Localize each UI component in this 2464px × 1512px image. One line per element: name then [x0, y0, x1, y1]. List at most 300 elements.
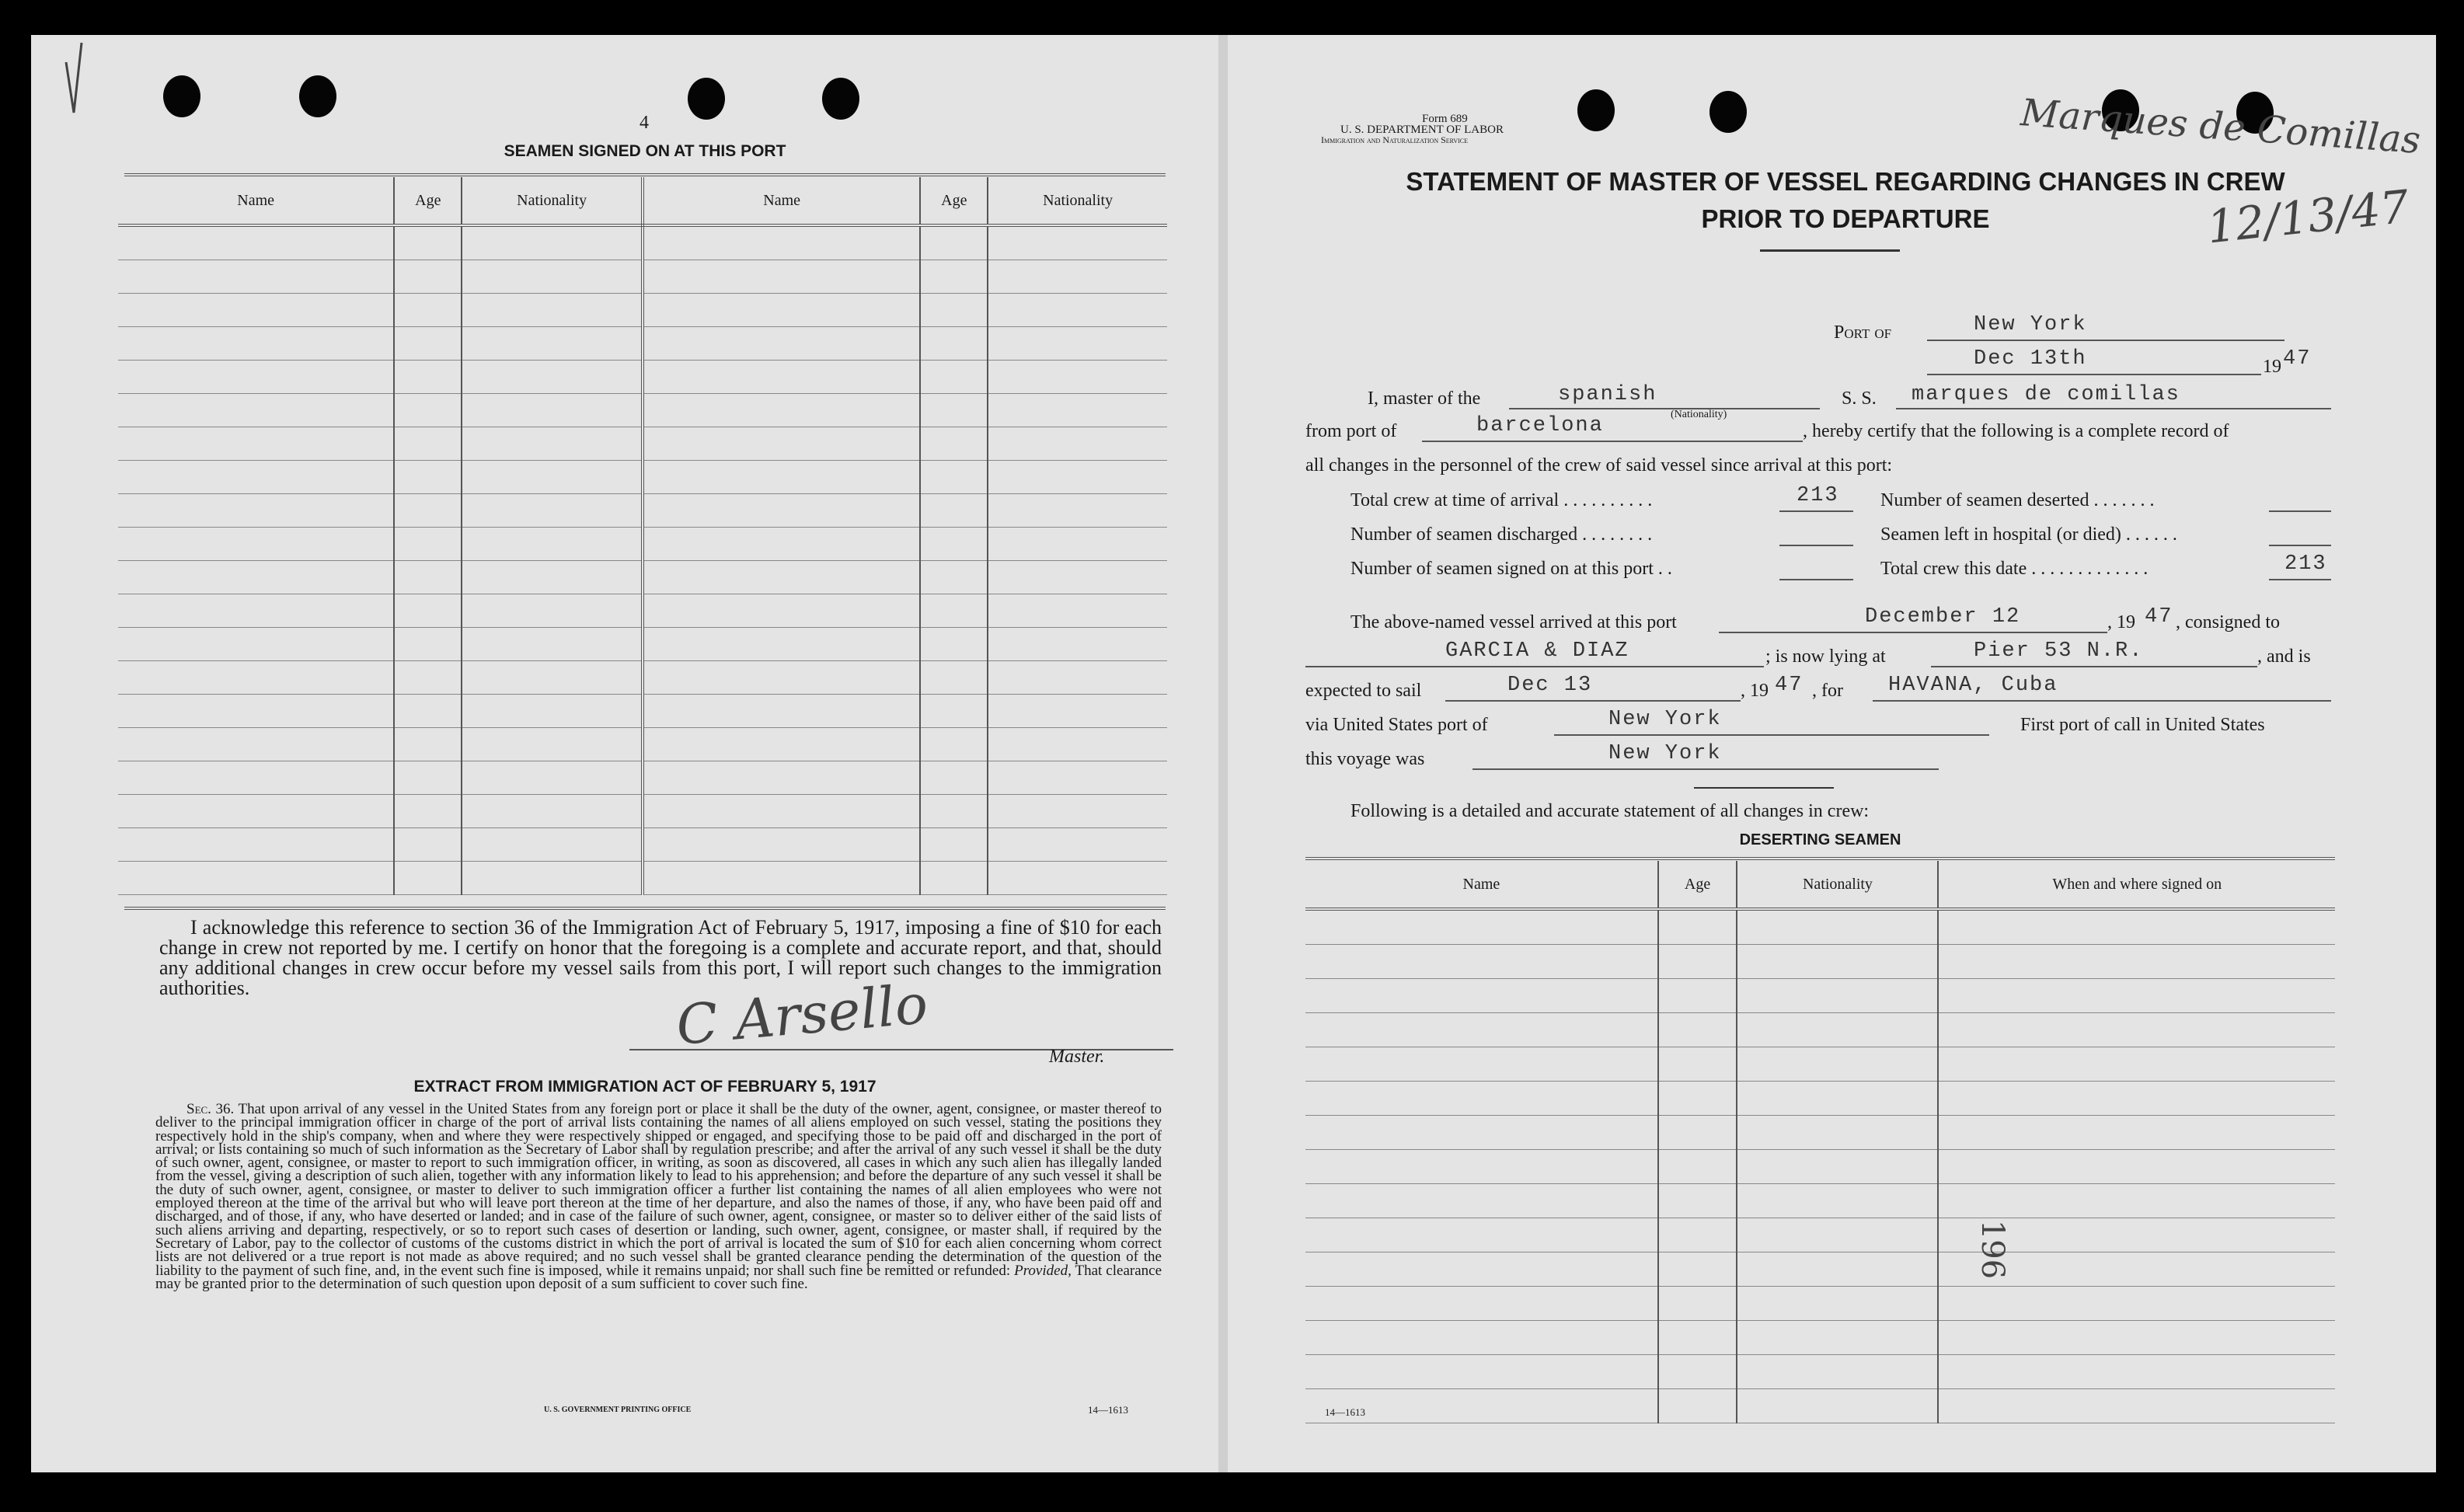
col-header-nationality: Nationality — [462, 177, 643, 225]
document-sheet — [31, 35, 2436, 1472]
total-crew-arrival-value: 213 — [1797, 484, 1839, 507]
left-form-code: 14—1613 — [1088, 1404, 1128, 1416]
table-cell — [988, 695, 1167, 728]
table-cell — [1305, 1184, 1658, 1218]
table-cell — [1658, 1287, 1737, 1321]
table-cell — [1658, 1082, 1737, 1116]
table-cell — [1305, 1218, 1658, 1252]
table-cell — [920, 561, 988, 594]
table-cell — [1658, 1047, 1737, 1082]
table-cell — [643, 294, 920, 327]
table-cell — [118, 628, 394, 661]
table-cell — [118, 761, 394, 795]
table-cell — [920, 828, 988, 862]
table-cell — [643, 528, 920, 561]
table-cell — [462, 394, 643, 427]
table-cell — [118, 494, 394, 528]
table-cell — [643, 260, 920, 294]
table-cell — [1305, 1013, 1658, 1047]
table-cell — [118, 561, 394, 594]
table-cell — [1938, 1184, 2335, 1218]
table-cell — [643, 394, 920, 427]
punch-hole — [163, 75, 200, 117]
nationality-note: (Nationality) — [1671, 409, 1727, 420]
table-cell — [1737, 1116, 1938, 1150]
deserted-line — [2269, 510, 2331, 512]
table-row — [1305, 1252, 2335, 1287]
table-row — [118, 628, 1167, 661]
table-cell — [643, 695, 920, 728]
page-fold — [1218, 35, 1228, 1472]
from-port-value: barcelona — [1476, 414, 1604, 437]
table-cell — [643, 361, 920, 394]
col-header-nationality: Nationality — [988, 177, 1167, 225]
table-row — [118, 260, 1167, 294]
col-header-name: Name — [643, 177, 920, 225]
table-cell — [1658, 1355, 1737, 1389]
table-cell — [1305, 1287, 1658, 1321]
port-value: New York — [1974, 313, 2087, 336]
form-title-line2: PRIOR TO DEPARTURE — [1701, 204, 1990, 233]
table-cell — [462, 260, 643, 294]
table-row — [1305, 1116, 2335, 1150]
table-cell — [1737, 1150, 1938, 1184]
total-crew-arrival-label: Total crew at time of arrival . . . . . . . . . . — [1350, 490, 1653, 510]
table-cell — [1737, 1321, 1938, 1355]
punch-hole — [299, 75, 336, 117]
table-cell — [118, 294, 394, 327]
table-row — [1305, 979, 2335, 1013]
arrived-value: December 12 — [1865, 605, 2021, 629]
section-title: SEAMEN SIGNED ON AT THIS PORT — [504, 142, 786, 160]
table-cell — [118, 795, 394, 828]
table-cell — [988, 461, 1167, 494]
table-cell — [462, 461, 643, 494]
table-cell — [988, 728, 1167, 761]
proviso-label: Provided, — [1014, 1262, 1072, 1279]
table-row — [118, 594, 1167, 628]
extract-body — [155, 1103, 1162, 1291]
table-cell — [920, 795, 988, 828]
table-cell — [1305, 1116, 1658, 1150]
table-row — [118, 327, 1167, 361]
sail-value: Dec 13 — [1507, 674, 1593, 697]
table-cell — [462, 327, 643, 361]
table-cell — [643, 761, 920, 795]
date-value: Dec 13th — [1974, 347, 2087, 371]
table-cell — [920, 728, 988, 761]
table-cell — [988, 628, 1167, 661]
and-is-label: , and is — [2257, 646, 2311, 667]
col-header-name: Name — [1305, 861, 1658, 909]
table-cell — [394, 427, 462, 461]
signed-on-line — [1779, 579, 1853, 580]
table-cell — [1938, 1150, 2335, 1184]
table-cell — [118, 728, 394, 761]
table-cell — [1658, 1218, 1737, 1252]
table-cell — [920, 761, 988, 795]
via-value: New York — [1608, 708, 1722, 731]
table-cell — [118, 594, 394, 628]
table-cell — [643, 828, 920, 862]
master-signature: C Arsello — [674, 972, 931, 1057]
acknowledgment-text: I acknowledge this reference to section 36 of the Immigration Act of February 5, 1917, imposing a fine of $10 for each change in crew not reported by me. I certify on honor that the foregoing is a complete and accurate report, and that, should any additional changes in crew occur before my vessel sails from this port, I will report such changes to the immigration authorities. — [159, 916, 1162, 999]
table-cell — [462, 828, 643, 862]
handwritten-date: 12/13/47 — [2204, 179, 2412, 254]
table-cell — [1305, 1047, 1658, 1082]
table-cell — [1737, 1184, 1938, 1218]
master-of-label: I, master of the — [1368, 388, 1481, 409]
table-cell — [1938, 909, 2335, 945]
table-row — [118, 661, 1167, 695]
table-cell — [643, 461, 920, 494]
table-cell — [1737, 909, 1938, 945]
table-cell — [118, 862, 394, 895]
table-cell — [988, 761, 1167, 795]
table-cell — [643, 427, 920, 461]
table-row — [118, 461, 1167, 494]
printer-credit: U. S. GOVERNMENT PRINTING OFFICE — [544, 1406, 692, 1414]
table-row — [118, 361, 1167, 394]
table-cell — [394, 294, 462, 327]
pier-value: Pier 53 N.R. — [1974, 639, 2144, 663]
nationality-line — [1509, 408, 1820, 409]
table-cell — [1658, 945, 1737, 979]
table-bottom-rule — [124, 907, 1166, 910]
signed-on-label: Number of seamen signed on at this port . . — [1350, 559, 1672, 579]
arrived-line — [1719, 632, 2107, 633]
table-cell — [1938, 1116, 2335, 1150]
certify-text: , hereby certify that the following is a complete record of — [1803, 421, 2229, 441]
table-cell — [462, 294, 643, 327]
table-cell — [920, 594, 988, 628]
table-cell — [118, 695, 394, 728]
table-row — [118, 728, 1167, 761]
table-cell — [462, 561, 643, 594]
deserted-label: Number of seamen deserted . . . . . . . — [1880, 490, 2155, 510]
table-cell — [394, 795, 462, 828]
total-crew-date-label: Total crew this date . . . . . . . . . . . . . — [1880, 559, 2149, 579]
table-row — [118, 761, 1167, 795]
table-cell — [118, 225, 394, 260]
table-cell — [462, 761, 643, 795]
table-cell — [920, 862, 988, 895]
table-cell — [462, 225, 643, 260]
table-cell — [118, 361, 394, 394]
table-cell — [394, 728, 462, 761]
table-cell — [394, 828, 462, 862]
proviso-text: That clearance may be granted prior to the determination of such question upon deposit of a sum sufficient to cover such fine. — [155, 1262, 1162, 1292]
table-row — [1305, 945, 2335, 979]
extract-title: EXTRACT FROM IMMIGRATION ACT OF FEBRUARY 5, 1917 — [413, 1078, 877, 1096]
table-row — [1305, 1321, 2335, 1355]
table-cell — [988, 327, 1167, 361]
punch-hole — [1709, 91, 1747, 133]
table-cell — [643, 561, 920, 594]
table-cell — [1737, 1082, 1938, 1116]
deserting-table-top-rule — [1305, 857, 2335, 860]
table-row — [1305, 1082, 2335, 1116]
table-cell — [988, 394, 1167, 427]
table-row — [1305, 1013, 2335, 1047]
arrived-label: The above-named vessel arrived at this port — [1350, 612, 1677, 632]
first-port-line — [1472, 768, 1939, 770]
ship-value: marques de comillas — [1912, 383, 2180, 406]
table-cell — [1658, 1184, 1737, 1218]
table-cell — [1658, 1013, 1737, 1047]
table-cell — [1938, 1389, 2335, 1423]
table-cell — [988, 561, 1167, 594]
table-cell — [920, 394, 988, 427]
handwritten-ship-name: Marques de Comillas — [2019, 91, 2422, 162]
deserting-title: DESERTING SEAMEN — [1739, 831, 1901, 848]
table-cell — [394, 225, 462, 260]
col-header-age: Age — [1658, 861, 1737, 909]
table-cell — [988, 795, 1167, 828]
table-cell — [1305, 1082, 1658, 1116]
table-cell — [1305, 909, 1658, 945]
table-cell — [462, 695, 643, 728]
table-cell — [1658, 909, 1737, 945]
table-cell — [1658, 1150, 1737, 1184]
table-cell — [1737, 1287, 1938, 1321]
section-36-text: That upon arrival of any vessel in the United States from any foreign port or place it shall be the duty of the owner, agent, consignee, or master thereof to deliver to the principal immigration officer in charge of the port of arrival lists containing the names of all aliens employed on such vessel, stating the positions they respectively hold in the ship's company, when and where they were respectively shipped or engaged, and specifying those to be paid off and discharged in the port of arrival; or lists containing so much of such information as the Secretary of Labor shall by regulation prescribe; and after the arrival of any such vessel it shall be the duty of such owner, agent, consignee, or master to report to such immigration officer, in writing, as soon as discovered, all cases in which any such alien has illegally landed from the vessel, giving a description of such alien, together with any information likely to lead to his apprehension; and before the departure of any such vessel it shall be the duty of such owner, agent, consignee, or master to deliver to such immigration officer a further list containing the names of all alien employees who were not employed thereon at the time of the arrival but who will leave port thereon at the time of her departure, and also the names of those, if any, who have been paid off and discharged, and of those, if any, who have deserted or landed; and in case of the failure of such owner, agent, consignee, or master so to deliver either of the said lists of such aliens arriving and departing, respectively, or so to report such cases of desertion or landing, such owner, agent, consignee, or master shall, if required by the Secretary of Labor, pay to the collector of customs of the customs district in which the port of arrival is located the sum of $10 for each alien concerning whom correct lists are not delivered or a true report is not made as above required; and no such vessel shall be granted clearance pending the determination of the question of the liability to the payment of such fine, and, in the event such fine is imposed, while it remains unpaid; nor shall such fine be remitted or refunded: — [155, 1101, 1162, 1279]
table-cell — [1737, 1355, 1938, 1389]
table-cell — [643, 327, 920, 361]
table-row — [118, 494, 1167, 528]
form-number: Form 689 — [1422, 113, 1468, 125]
table-top-rule — [124, 173, 1166, 176]
table-row — [118, 561, 1167, 594]
discharged-label: Number of seamen discharged . . . . . . . . — [1350, 524, 1653, 545]
table-cell — [394, 862, 462, 895]
table-row — [118, 294, 1167, 327]
table-cell — [1658, 1252, 1737, 1287]
table-row — [1305, 909, 2335, 945]
table-cell — [394, 628, 462, 661]
table-cell — [394, 361, 462, 394]
table-cell — [394, 494, 462, 528]
table-cell — [643, 594, 920, 628]
table-row — [1305, 1389, 2335, 1423]
table-cell — [988, 294, 1167, 327]
col-header-name: Name — [118, 177, 394, 225]
table-cell — [1305, 1150, 1658, 1184]
right-form-code: 14—1613 — [1325, 1406, 1365, 1418]
from-port-label: from port of — [1305, 421, 1397, 441]
table-cell — [118, 260, 394, 294]
lying-label: ; is now lying at — [1765, 646, 1886, 667]
punch-hole — [688, 78, 725, 120]
table-row — [1305, 1184, 2335, 1218]
table-cell — [1737, 1389, 1938, 1423]
table-cell — [1305, 1355, 1658, 1389]
table-cell — [1737, 979, 1938, 1013]
col-header-age: Age — [394, 177, 462, 225]
table-cell — [1938, 1287, 2335, 1321]
table-cell — [1658, 1321, 1737, 1355]
pier-line — [1931, 666, 2257, 667]
table-row — [118, 394, 1167, 427]
service-name: Immigration and Naturalization Service — [1321, 134, 1469, 145]
table-cell — [394, 561, 462, 594]
table-cell — [1737, 1047, 1938, 1082]
table-row — [1305, 1150, 2335, 1184]
first-port-label: First port of call in United States — [2020, 715, 2265, 735]
table-cell — [118, 828, 394, 862]
arrived-year-prefix: , 19 — [2107, 612, 2135, 632]
department: U. S. DEPARTMENT OF LABOR — [1340, 124, 1504, 136]
table-row — [118, 225, 1167, 260]
table-cell — [118, 528, 394, 561]
page-number: 4 — [640, 113, 649, 133]
table-row — [118, 427, 1167, 461]
table-cell — [1658, 979, 1737, 1013]
table-cell — [1305, 1321, 1658, 1355]
arrived-year: 47 — [2145, 605, 2173, 629]
first-port-value: New York — [1608, 742, 1722, 765]
table-cell — [1938, 945, 2335, 979]
destination-value: HAVANA, Cuba — [1888, 674, 2058, 697]
table-cell — [643, 661, 920, 695]
table-cell — [920, 494, 988, 528]
via-label: via United States port of — [1305, 715, 1488, 735]
table-cell — [988, 828, 1167, 862]
table-row — [118, 695, 1167, 728]
table-cell — [394, 695, 462, 728]
table-cell — [643, 862, 920, 895]
col-header-when-where: When and where signed on — [1938, 861, 2335, 909]
nationality-value: spanish — [1558, 383, 1657, 406]
via-line — [1554, 734, 1989, 736]
sail-year-prefix: , 19 — [1741, 681, 1769, 701]
table-cell — [643, 494, 920, 528]
table-cell — [1737, 1252, 1938, 1287]
discharged-line — [1779, 545, 1853, 546]
table-cell — [118, 394, 394, 427]
table-cell — [920, 695, 988, 728]
table-cell — [920, 661, 988, 695]
table-row — [118, 795, 1167, 828]
port-of-label: Port of — [1834, 322, 1892, 343]
table-cell — [394, 594, 462, 628]
table-row — [1305, 1218, 2335, 1252]
hospital-line — [2269, 545, 2331, 546]
table-cell — [920, 427, 988, 461]
table-cell — [920, 260, 988, 294]
table-cell — [462, 628, 643, 661]
table-cell — [1938, 979, 2335, 1013]
section-divider — [1694, 787, 1834, 789]
for-label: , for — [1812, 681, 1843, 701]
table-cell — [1737, 1013, 1938, 1047]
table-cell — [394, 260, 462, 294]
col-header-age: Age — [920, 177, 988, 225]
table-cell — [1938, 1013, 2335, 1047]
table-cell — [920, 225, 988, 260]
section-lead: Sec. 36. — [186, 1101, 235, 1117]
year-prefix: 19 — [2263, 357, 2281, 377]
consignee-value: GARCIA & DIAZ — [1445, 639, 1629, 663]
table-cell — [988, 225, 1167, 260]
table-cell — [394, 327, 462, 361]
table-cell — [1938, 1047, 2335, 1082]
table-cell — [118, 661, 394, 695]
hospital-label: Seamen left in hospital (or died) . . . . . . — [1880, 524, 2177, 545]
sail-year: 47 — [1775, 674, 1804, 697]
table-cell — [920, 361, 988, 394]
ss-label: S. S. — [1842, 388, 1877, 409]
table-cell — [643, 225, 920, 260]
total-crew-date-value: 213 — [2285, 552, 2327, 576]
table-cell — [920, 528, 988, 561]
form-title-line1: STATEMENT OF MASTER OF VESSEL REGARDING CHANGES IN CREW — [1406, 167, 2285, 196]
table-row — [1305, 1047, 2335, 1082]
table-cell — [394, 461, 462, 494]
table-cell — [988, 427, 1167, 461]
total-crew-date-line — [2269, 579, 2331, 580]
destination-line — [1873, 700, 2331, 702]
col-header-nationality: Nationality — [1737, 861, 1938, 909]
consignee-line — [1305, 666, 1764, 667]
deserting-seamen-table — [1305, 861, 2335, 1423]
table-cell — [920, 294, 988, 327]
table-cell — [1305, 945, 1658, 979]
table-cell — [462, 494, 643, 528]
table-cell — [1658, 1116, 1737, 1150]
table-cell — [643, 795, 920, 828]
table-cell — [462, 594, 643, 628]
table-cell — [1938, 1321, 2335, 1355]
year-value: 47 — [2283, 347, 2312, 371]
table-cell — [462, 728, 643, 761]
table-cell — [643, 728, 920, 761]
table-cell — [988, 260, 1167, 294]
table-cell — [988, 494, 1167, 528]
table-cell — [394, 761, 462, 795]
table-cell — [462, 427, 643, 461]
sail-line — [1445, 700, 1741, 702]
master-label: Master. — [1049, 1047, 1105, 1067]
table-cell — [988, 862, 1167, 895]
table-cell — [462, 361, 643, 394]
table-row — [118, 528, 1167, 561]
table-row — [1305, 1287, 2335, 1321]
title-underline — [1760, 249, 1900, 252]
punch-hole — [822, 78, 859, 120]
total-crew-arrival-line — [1779, 510, 1853, 512]
port-line — [1927, 340, 2285, 341]
table-cell — [920, 628, 988, 661]
table-cell — [394, 661, 462, 695]
table-cell — [988, 661, 1167, 695]
stamp-number: 196 — [1974, 1219, 2011, 1280]
table-cell — [1658, 1389, 1737, 1423]
following-text: Following is a detailed and accurate statement of all changes in crew: — [1350, 801, 1870, 821]
table-cell — [1938, 1082, 2335, 1116]
table-cell — [394, 394, 462, 427]
table-row — [118, 828, 1167, 862]
table-cell — [988, 528, 1167, 561]
all-changes-text: all changes in the personnel of the crew of said vessel since arrival at this port: — [1305, 455, 1893, 476]
table-cell — [462, 795, 643, 828]
table-cell — [920, 327, 988, 361]
table-cell — [1737, 1218, 1938, 1252]
expected-label: expected to sail — [1305, 681, 1422, 701]
table-cell — [920, 461, 988, 494]
table-cell — [1938, 1355, 2335, 1389]
table-row — [1305, 1355, 2335, 1389]
